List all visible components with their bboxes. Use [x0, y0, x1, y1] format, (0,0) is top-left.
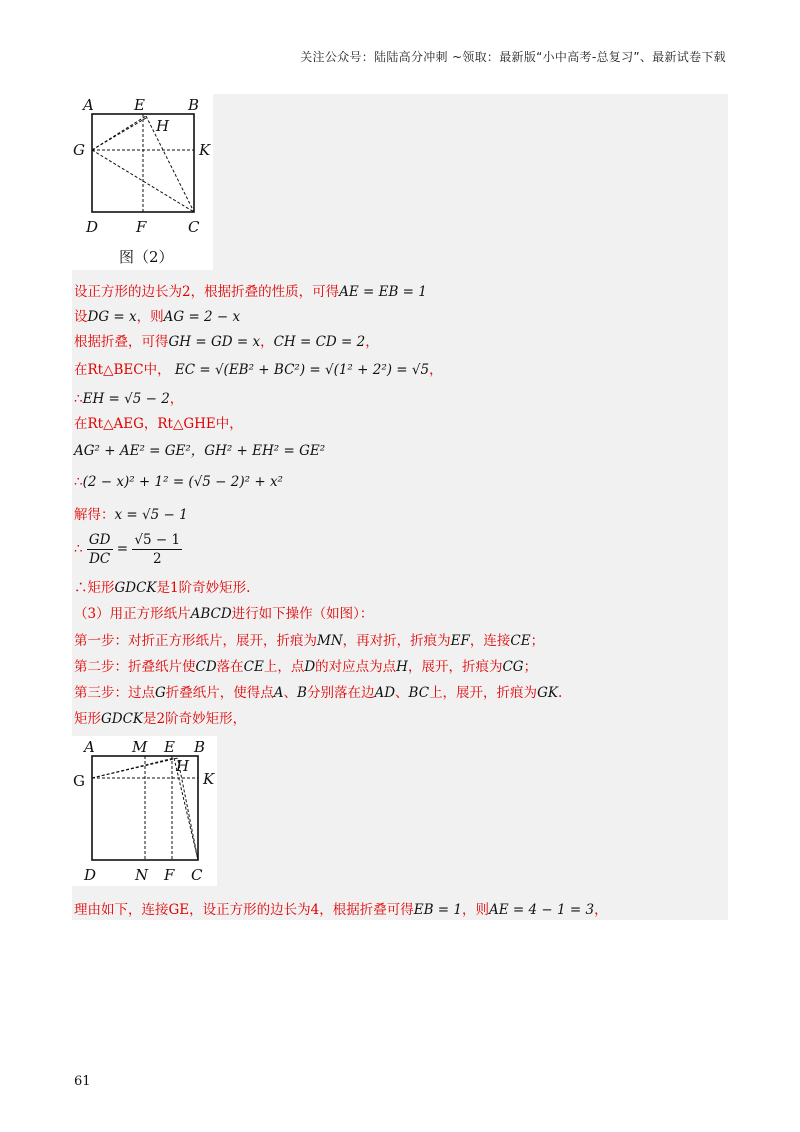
label-C: C	[188, 218, 200, 236]
label-E: E	[164, 738, 175, 756]
line-17: 理由如下，连接GE，设正方形的边长为4，根据折叠可得EB = 1，则AE = 4 − 1 = 3，	[74, 902, 608, 918]
fraction-gd-dc: $\frac{GD}{DC}$	[88, 532, 111, 567]
line-16: 矩形GDCK是2阶奇妙矩形，	[74, 711, 247, 727]
line-11: ∴矩形GDCK是1阶奇妙矩形.	[74, 580, 251, 596]
line-2: 设DG = x，则AG = 2 − x	[74, 309, 241, 325]
label-K: K	[199, 141, 211, 159]
line-5: ∴EH = √5 − 2，	[74, 391, 184, 407]
figure-caption: 图（2）	[119, 248, 174, 266]
line-10: ∴ $\frac{GD}{DC}$ = $\frac{√5 - 1}{2}$	[74, 532, 181, 567]
label-K: K	[203, 770, 215, 788]
label-A: A	[83, 96, 94, 114]
label-H: H	[156, 117, 170, 135]
line-1: 设正方形的边长为2，根据折叠的性质，可得AE = EB = 1	[74, 284, 427, 300]
label-F: F	[136, 218, 147, 236]
page-number: 61	[74, 1074, 91, 1089]
label-G: G	[73, 772, 85, 790]
label-F: F	[164, 866, 175, 884]
line-4: 在Rt△BEC中， EC = √(EB² + BC²) = √(1² + 2²) = √5，	[74, 362, 443, 378]
figure-2-square	[72, 94, 213, 270]
label-H: H	[176, 757, 190, 775]
label-M: M	[132, 738, 148, 756]
label-G: G	[73, 141, 85, 159]
page-header: 关注公众号：陆陆高分冲刺 ~领取：最新版“小中高考-总复习”、最新试卷下载	[300, 50, 726, 64]
label-B: B	[188, 96, 200, 114]
line-6: 在Rt△AEG，Rt△GHE中，	[74, 416, 243, 432]
line-12: （3）用正方形纸片ABCD进行如下操作（如图）：	[74, 606, 374, 622]
fraction-result: $\frac{√5 - 1}{2}$	[134, 532, 181, 567]
label-N: N	[135, 866, 149, 884]
line-9: 解得：x = √5 − 1	[74, 507, 188, 523]
line-15: 第三步：过点G折叠纸片，使得点A、B分别落在边AD、BC上，展开，折痕为GK.	[74, 685, 563, 701]
line-13: 第一步：对折正方形纸片，展开，折痕为MN，再对折，折痕为EF，连接CE；	[74, 633, 545, 649]
label-C: C	[191, 866, 203, 884]
line-3: 根据折叠，可得GH = GD = x，CH = CD = 2，	[74, 334, 379, 350]
label-A: A	[84, 738, 95, 756]
label-D: D	[84, 866, 97, 884]
line-8: ∴(2 − x)² + 1² = (√5 − 2)² + x²	[74, 474, 283, 490]
line-14: 第二步：折叠纸片使CD落在CE上，点D的对应点为点H，展开，折痕为CG；	[74, 659, 538, 675]
figure-square-gdck	[72, 736, 217, 886]
line-7: AG² + AE² = GE²，GH² + EH² = GE²	[74, 443, 326, 459]
label-B: B	[194, 738, 206, 756]
label-D: D	[86, 218, 99, 236]
label-E: E	[134, 96, 145, 114]
